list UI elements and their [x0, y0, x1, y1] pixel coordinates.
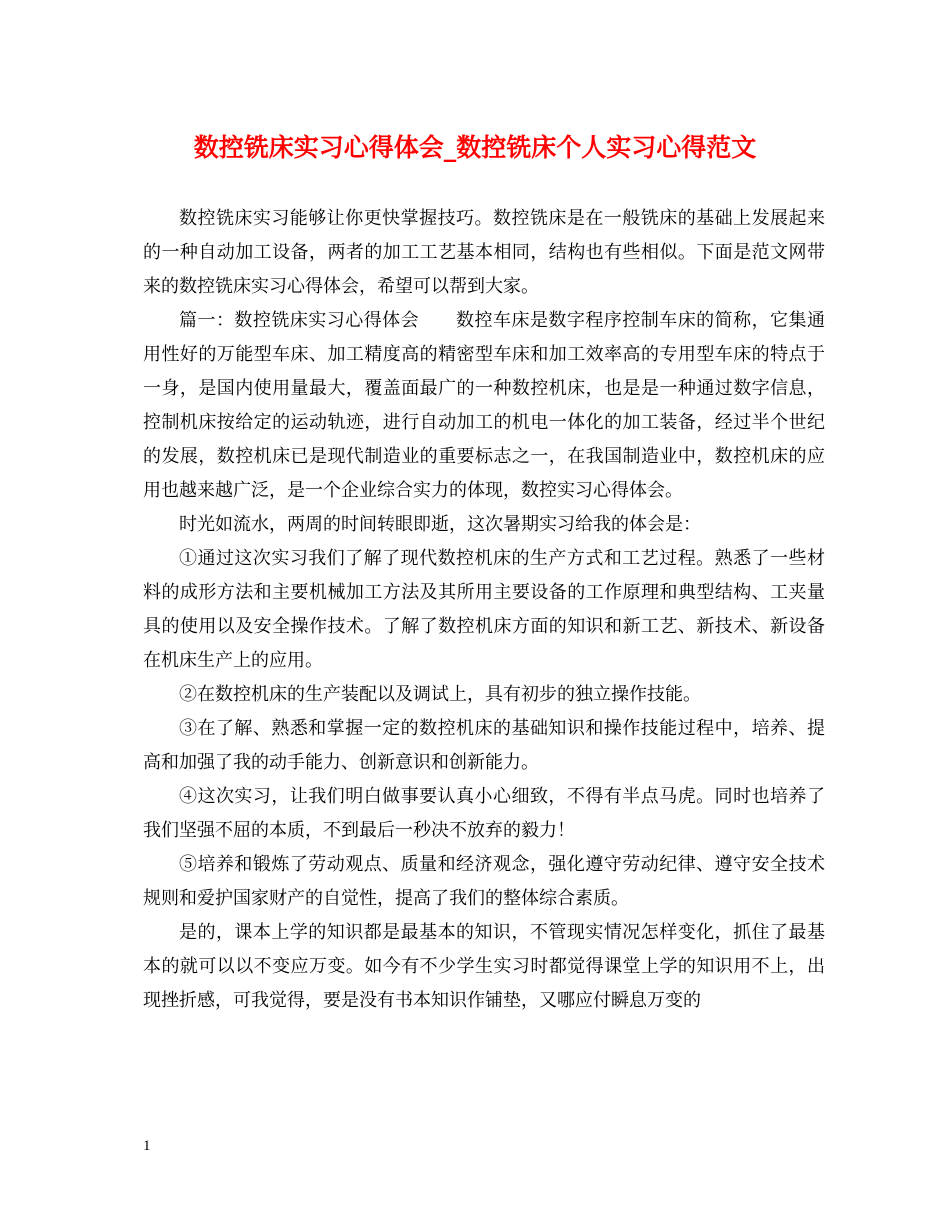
paragraph: ①通过这次实习我们了解了现代数控机床的生产方式和工艺过程。熟悉了一些材料的成形方法和主要机械加工方法及其所用主要设备的工作原理和典型结构、工夹量具的使用以及安全操作技术。了解了数控机床方面的知识和新工艺、新技术、新设备在机床生产上的应用。 [143, 548, 825, 671]
paragraph: 篇一：数控铣床实习心得体会 数控车床是数字程序控制车床的简称，它集通用性好的万能型车床、加工精度高的精密型车床和加工效率高的专用型车床的特点于一身，是国内使用量最大，覆盖面最广的一种数控机床，也是是一种通过数字信息，控制机床按给定的运动轨迹，进行自动加工的机电一体化的加工装备，经过半个世纪的发展，数控机床已是现代制造业的重要标志之一，在我国制造业中，数控机床的应用也越来越广泛，是一个企业综合实力的体现，数控实习心得体会。 [143, 310, 825, 501]
paragraph: 数控铣床实习能够让你更快掌握技巧。数控铣床是在一般铣床的基础上发展起来的一种自动加工设备，两者的加工工艺基本相同，结构也有些相似。下面是范文网带来的数控铣床实习心得体会，希望可以帮到大家。 [143, 208, 825, 297]
paragraph: ④这次实习，让我们明白做事要认真小心细致，不得有半点马虎。同时也培养了我们坚强不屈的本质，不到最后一秒决不放弃的毅力！ [143, 786, 825, 841]
paragraph: 是的，课本上学的知识都是最基本的知识，不管现实情况怎样变化，抓住了最基本的就可以以不变应万变。如今有不少学生实习时都觉得课堂上学的知识用不上，出现挫折感，可我觉得，要是没有书本知识作铺垫，又哪应付瞬息万变的 [143, 922, 825, 1011]
article-body [143, 202, 825, 1018]
paragraph: ⑤培养和锻炼了劳动观点、质量和经济观念，强化遵守劳动纪律、遵守安全技术规则和爱护国家财产的自觉性，提高了我们的整体综合素质。 [143, 854, 825, 909]
paragraph: ③在了解、熟悉和掌握一定的数控机床的基础知识和操作技能过程中，培养、提高和加强了我的动手能力、创新意识和创新能力。 [143, 718, 825, 773]
page-number: 1 [143, 1138, 151, 1154]
page-title: 数控铣床实习心得体会_数控铣床个人实习心得范文 [193, 133, 757, 162]
paragraph: ②在数控机床的生产装配以及调试上，具有初步的独立操作技能。 [179, 684, 701, 705]
paragraph: 时光如流水，两周的时间转眼即逝，这次暑期实习给我的体会是： [179, 514, 701, 535]
